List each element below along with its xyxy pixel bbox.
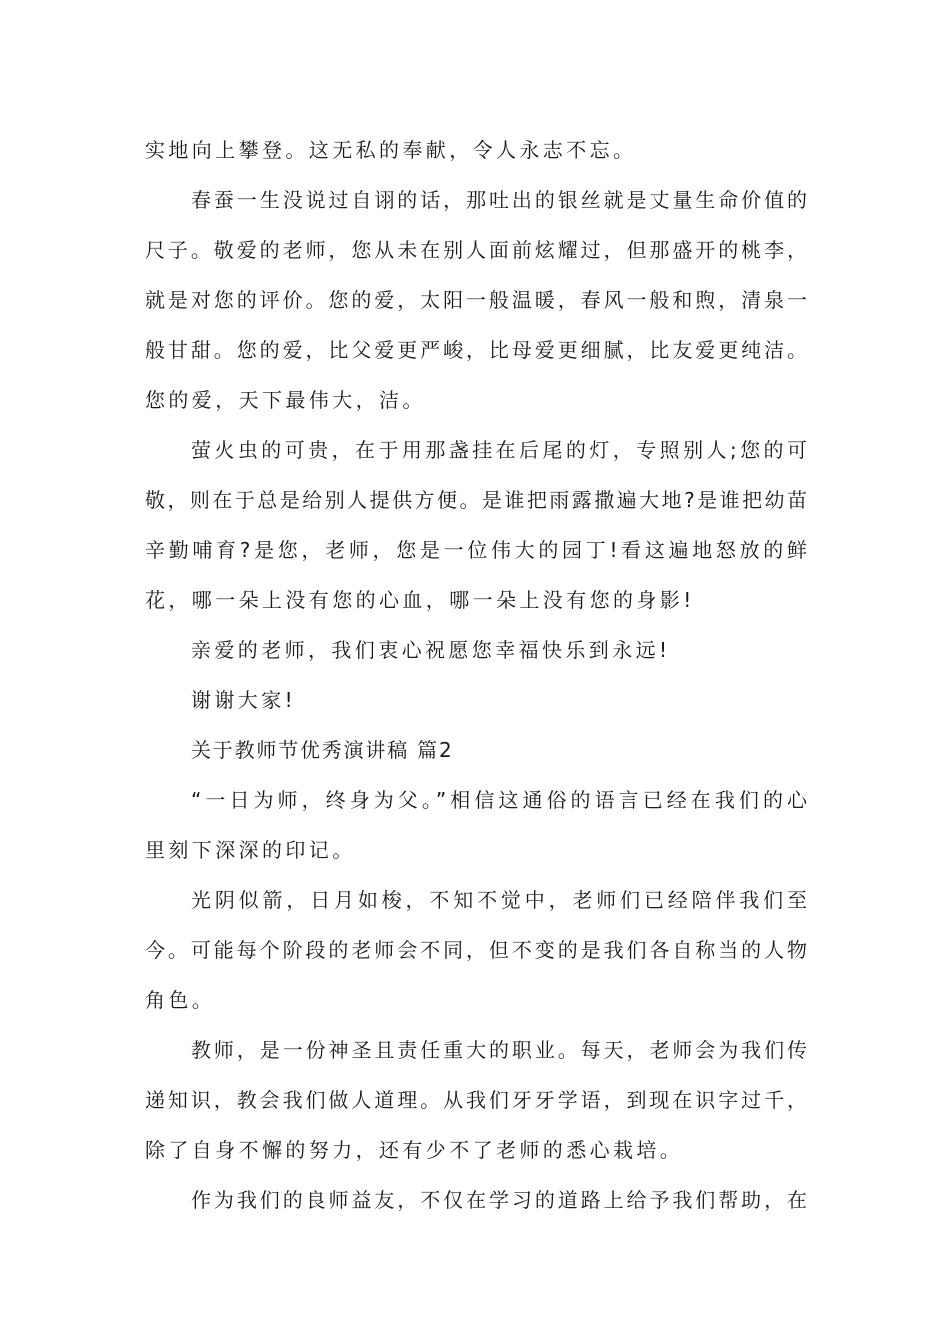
paragraph-line: 您的爱，天下最伟大，洁。 [145, 388, 426, 412]
paragraph-line: 般甘甜。您的爱，比父爱更严峻，比母爱更细腻，比友爱更纯洁。 [145, 338, 807, 362]
section-heading: 关于教师节优秀演讲稿 篇2 [191, 738, 454, 762]
paragraph-line: 今。可能每个阶段的老师会不同，但不变的是我们各自称当的人物 [145, 938, 807, 962]
paragraph-line: 尺子。敬爱的老师，您从未在别人面前炫耀过，但那盛开的桃李， [145, 238, 807, 262]
paragraph-line: 角色。 [145, 988, 216, 1012]
paragraph-line: 花，哪一朵上没有您的心血，哪一朵上没有您的身影! [145, 588, 695, 612]
paragraph-line: 作为我们的良师益友，不仅在学习的道路上给予我们帮助，在 [191, 1188, 807, 1212]
paragraph-line: 春蚕一生没说过自诩的话，那吐出的银丝就是丈量生命价值的 [191, 188, 807, 212]
paragraph-line: 里刻下深深的印记。 [145, 838, 356, 862]
paragraph-line: 萤火虫的可贵，在于用那盏挂在后尾的灯，专照别人;您的可 [191, 438, 807, 462]
paragraph-line: 递知识，教会我们做人道理。从我们牙牙学语，到现在识字过千， [145, 1088, 807, 1112]
paragraph-line: 光阴似箭，日月如梭，不知不觉中，老师们已经陪伴我们至 [191, 888, 807, 912]
paragraph-line: 就是对您的评价。您的爱，太阳一般温暖，春风一般和煦，清泉一 [145, 288, 807, 312]
paragraph-line: 辛勤哺育?是您，老师，您是一位伟大的园丁!看这遍地怒放的鲜 [145, 538, 807, 562]
paragraph-line: 除了自身不懈的努力，还有少不了老师的悉心栽培。 [145, 1138, 684, 1162]
paragraph-line: 实地向上攀登。这无私的奉献，令人永志不忘。 [145, 138, 637, 162]
paragraph-line: 教师，是一份神圣且责任重大的职业。每天，老师会为我们传 [191, 1038, 807, 1062]
paragraph-line: 亲爱的老师，我们衷心祝愿您幸福快乐到永远! [191, 638, 671, 662]
paragraph-line: 敬，则在于总是给别人提供方便。是谁把雨露撒遍大地?是谁把幼苗 [145, 488, 807, 512]
paragraph-line: 谢谢大家! [191, 688, 297, 712]
paragraph-line: “一日为师，终身为父。”相信这通俗的语言已经在我们的心 [191, 788, 807, 812]
